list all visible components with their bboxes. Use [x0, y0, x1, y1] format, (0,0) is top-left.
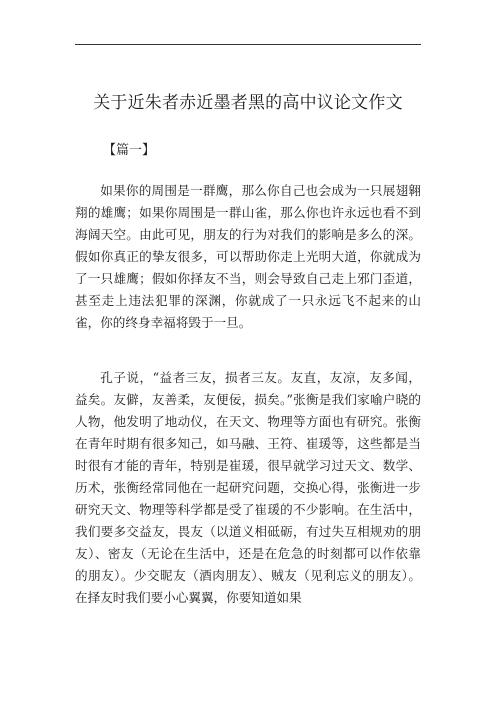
paragraph-1: 如果你的周围是一群鹰，那么你自己也会成为一只展翅翱翔的雄鹰；如果你周围是一群山雀，那么你也许永远也看不到海阔天空。由此可见，朋友的行为对我们的影响是多么的深。假如你真正的挚友很多，可以帮助你走上光明大道，你就成为了一只雄鹰；假如你择友不当，则会导致自己走上邪门歪道，甚至走上违法犯罪的深渊，你就成了一只永远飞不起来的山雀，你的终身幸福将毁于一旦。	[75, 183, 421, 330]
document-title: 关于近朱者赤近墨者黑的高中议论文作文	[93, 93, 403, 113]
header-rule	[75, 44, 421, 45]
paragraph-2: 孔子说，“益者三友，损者三友。友直，友凉，友多闻，益矣。友僻，友善柔，友便佞，损矣。”张衡是我们家喻户晓的人物，他发明了地动仪，在天文、物理等方面也有研究。张衡在青年时期有很多知己，如马融、王符、崔瑗等，这些都是当时很有才能的青年，特别是崔瑗，很早就学习过天文、数学、历术，张衡经常同他在一起研究问题，交换心得，张衡进一步研究天文、物理等科学都是受了崔瑗的不少影响。在生活中，我们要多交益友，畏友（以道义相砥砺，有过失互相规劝的朋友）、密友（无论在生活中，还是在危急的时刻都可以作依靠的朋友）。少交昵友（酒肉朋友）、贼友（见利忘义的朋友）。在择友时我们要小心翼翼，你要知道如果	[75, 370, 421, 605]
section-label: 【篇一】	[103, 143, 156, 158]
